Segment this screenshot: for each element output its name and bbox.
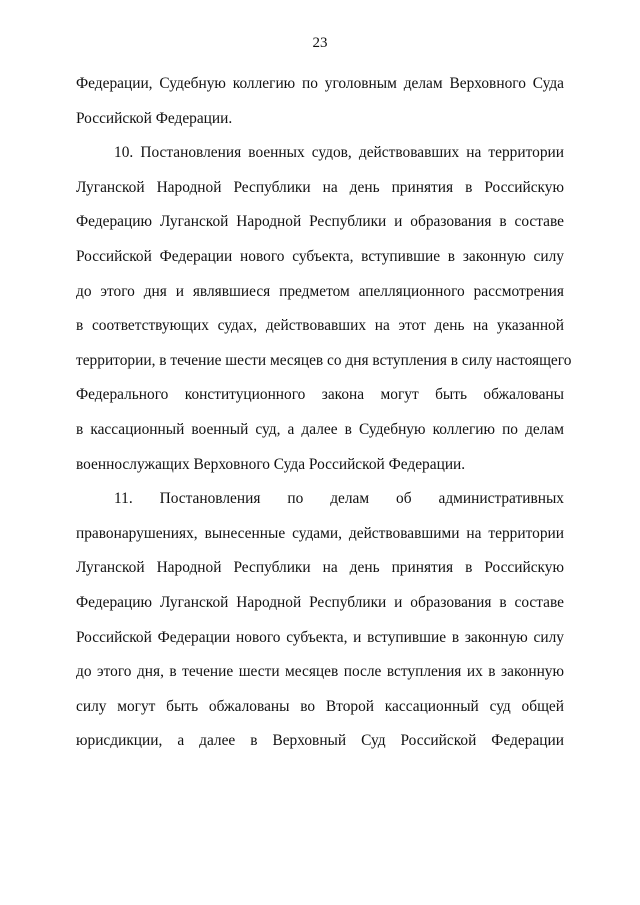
text-line: до этого дня, в течение шести месяцев после вступления их в законную — [76, 663, 564, 681]
text-line: Российской Федерации нового субъекта, вступившие в законную силу — [76, 247, 564, 265]
text-line: силу могут быть обжалованы во Второй кассационный суд общей — [76, 697, 564, 715]
text-line: территории, в течение шести месяцев со дня вступления в силу настоящего — [76, 351, 572, 369]
text-line: в кассационный военный суд, а далее в Судебную коллегию по делам — [76, 420, 564, 438]
text-line: Луганской Народной Республики на день принятия в Российскую — [76, 559, 564, 577]
text-line: Федерации, Судебную коллегию по уголовным делам Верховного Суда — [76, 75, 564, 92]
text-line: Федерацию Луганской Народной Республики и образования в составе — [76, 213, 564, 231]
text-line: юрисдикции, а далее в Верховный Суд Российской Федерации — [76, 732, 564, 750]
text-line: Федерального конституционного закона могут быть обжалованы — [76, 386, 564, 404]
document-body — [76, 74, 572, 766]
text-line: Российской Федерации. — [76, 109, 233, 127]
text-line: Федерацию Луганской Народной Республики и образования в составе — [76, 593, 564, 611]
text-line: Луганской Народной Республики на день принятия в Российскую — [76, 178, 564, 196]
paragraph-10-start: 10. Постановления военных судов, действовавших на территории — [114, 144, 564, 162]
text-line: военнослужащих Верховного Суда Российской Федерации. — [76, 455, 466, 473]
text-line: в соответствующих судах, действовавших на этот день на указанной — [76, 317, 564, 335]
page-number: 23 — [312, 35, 328, 51]
text-line: до этого дня и являвшиеся предметом апелляционного рассмотрения — [76, 282, 564, 300]
paragraph-11-start: 11. Постановления по делам об административных — [114, 490, 564, 508]
text-line: правонарушениях, вынесенные судами, действовавшими на территории — [76, 524, 564, 542]
text-line: Российской Федерации нового субъекта, и вступившие в законную силу — [76, 628, 564, 646]
